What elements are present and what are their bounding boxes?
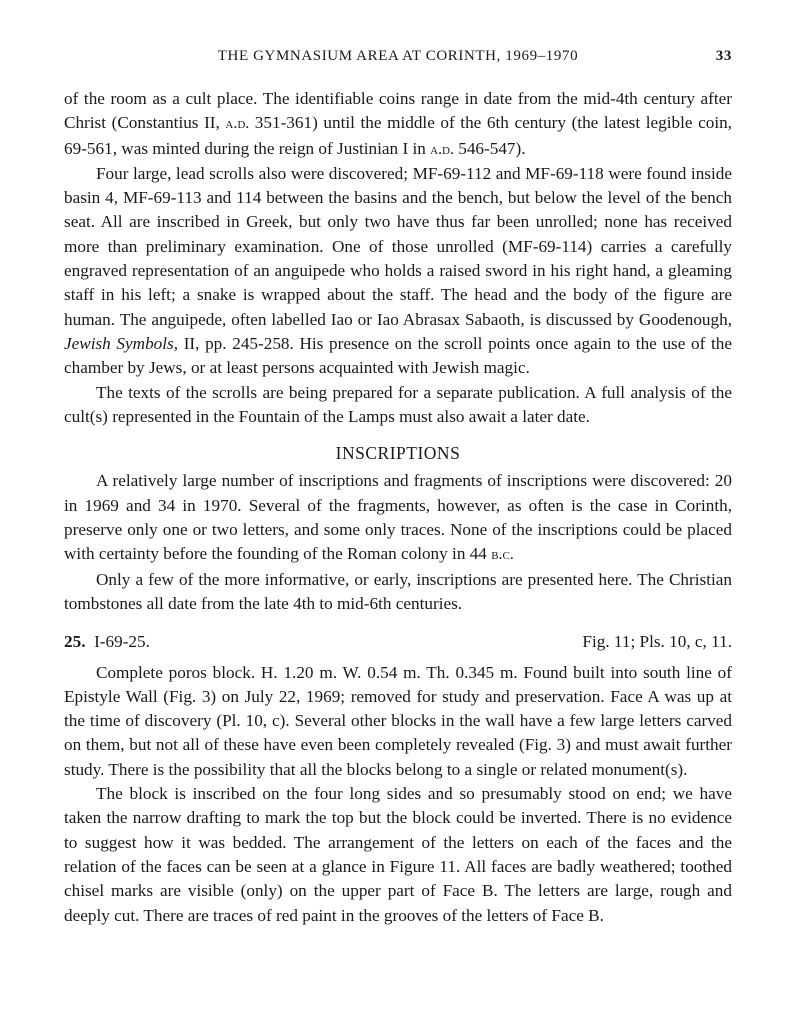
era-abbrev: a.d. xyxy=(430,140,454,158)
book-title: Jewish Symbols, xyxy=(64,333,179,353)
era-abbrev: b.c. xyxy=(491,546,514,564)
running-head xyxy=(64,48,732,72)
paragraph-scrolls: Four large, lead scrolls also were discovered; MF-69-112 and MF-69-118 were found inside basin 4, MF-69-113 and 114 between the basins and the bench, but below the level of the bench seat. All are inscribed in Greek, but only two have thus far been unrolled; none has received more than preliminary examination. One of those unrolled (MF-69-114) carries a carefully engraved representation of an anguipede who holds a raised sword in his right hand, a gleaming staff in his left; a snake is wrapped about the staff. The head and the body of the figure are human. The anguipede, often labelled Iao or Iao Abrasax Sabaoth, is discussed by Goodenough, Jewish Symbols, II, pp. 245-258. His presence on the scroll points once again to the use of the chamber by Jews, or at least persons acquainted with Jewish magic. xyxy=(64,163,732,378)
era-abbrev: a.d. xyxy=(225,115,250,133)
running-title: THE GYMNASIUM AREA AT CORINTH, 1969–1970 xyxy=(217,48,579,64)
entry-number: 25. xyxy=(64,632,86,652)
paragraph-coins: of the room as a cult place. The identifiable coins range in date from the mid-4th century after Christ (Constantius II, a.d. 351-361) until the middle of the 6th century (the latest legible coin, 69-561, was minted during the reign of Justinian I in a.d. 546-547). xyxy=(64,89,732,158)
paragraph-inscriptions: A relatively large number of inscriptions and fragments of inscriptions were discovered: 20 in 1969 and 34 in 1970. Several of the fragments, however, as often is the case in Corinth, preserve only one or two letters, and some only traces. None of the inscriptions could be placed with certainty before the founding of the Roman colony in 44 b.c. xyxy=(64,471,732,564)
paragraph-selection: Only a few of the more informative, or early, inscriptions are presented here. The Christian tombstones all date from the late 4th to mid-6th centuries. xyxy=(64,569,732,613)
catalogue-entry-head xyxy=(64,630,732,654)
paragraph-block-description: Complete poros block. H. 1.20 m. W. 0.54 m. Th. 0.345 m. Found built into south line of Epistyle Wall (Fig. 3) on July 22, 1969; removed for study and preservation. Face A was up at the time of discovery (Pl. 10, c). Several other blocks in the wall have a few large letters carved on them, but not all of these have even been completely revealed (Fig. 3) and must await further study. There is the possibility that all the blocks belong to a single or related monument(s). xyxy=(64,662,732,779)
section-title: INSCRIPTIONS xyxy=(335,443,461,464)
entry-references: Fig. 11; Pls. 10, c, 11. xyxy=(582,632,732,652)
entry-inventory: I-69-25. xyxy=(94,632,150,652)
paragraph-texts: The texts of the scrolls are being prepared for a separate publication. A full analysis of the cult(s) represented in the Fountain of the Lamps must also await a later date. xyxy=(64,382,732,426)
paragraph-block-faces: The block is inscribed on the four long sides and so presumably stood on end; we have taken the narrow drafting to mark the top but the block could be inverted. There is no evidence to suggest how it was bedded. The arrangement of the letters on each of the faces and the relation of the faces can be seen at a glance in Figure 11. All faces are badly weathered; toothed chisel marks are visible (only) on the upper part of Face B. The letters are large, rough and deeply cut. There are traces of red paint in the grooves of the letters of Face B. xyxy=(64,784,732,925)
page-number: 33 xyxy=(715,48,732,64)
body-text xyxy=(64,87,732,928)
